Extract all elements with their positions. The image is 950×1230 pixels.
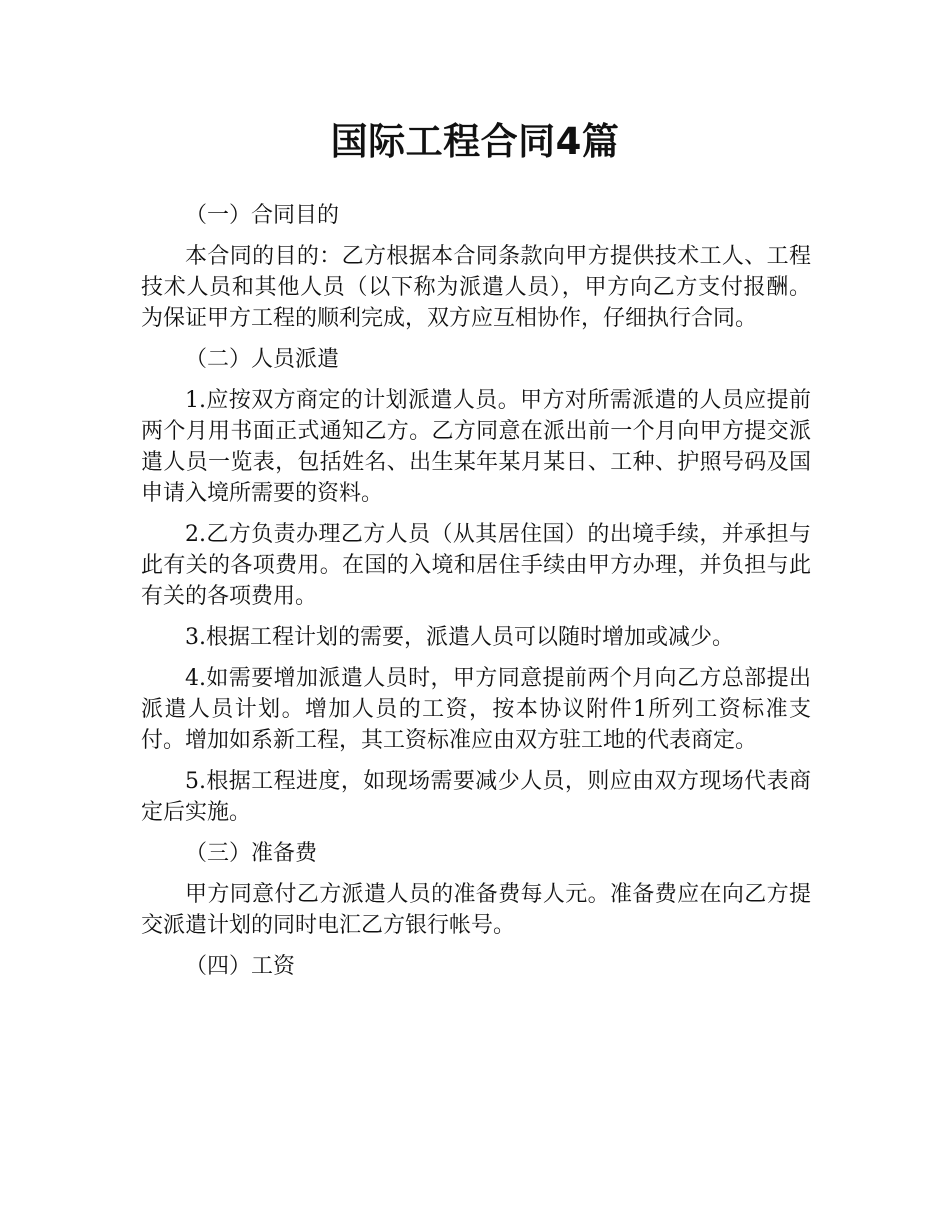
paragraph-dispatch-4: 4.如需要增加派遣人员时，甲方同意提前两个月向乙方总部提出派遣人员计划。增加人员的工资，按本协议附件1所列工资标准支付。增加如系新工程，其工资标准应由双方驻工地的代表商定。 <box>141 666 811 753</box>
paragraph-dispatch-3: 3.根据工程计划的需要，派遣人员可以随时增加或减少。 <box>185 625 734 650</box>
paragraph-purpose: 本合同的目的：乙方根据本合同条款向甲方提供技术工人、工程技术人员和其他人员（以下称为派遣人员），甲方向乙方支付报酬。为保证甲方工程的顺利完成，双方应互相协作，仔细执行合同。 <box>141 244 811 331</box>
section-heading-purpose: （一）合同目的 <box>185 203 340 228</box>
paragraph-dispatch-2: 2.乙方负责办理乙方人员（从其居住国）的出境手续，并承担与此有关的各项费用。在国的入境和居住手续由甲方办理，并负担与此有关的各项费用。 <box>141 522 811 609</box>
section-heading-preparation-fee: （三）准备费 <box>185 841 318 866</box>
section-heading-dispatch: （二）人员派遣 <box>185 347 340 372</box>
paragraph-dispatch-5: 5.根据工程进度，如现场需要减少人员，则应由双方现场代表商定后实施。 <box>141 769 811 825</box>
paragraph-preparation-fee: 甲方同意付乙方派遣人员的准备费每人元。准备费应在向乙方提交派遣计划的同时电汇乙方银行帐号。 <box>141 882 811 938</box>
document-body <box>141 200 811 992</box>
paragraph-dispatch-1: 1.应按双方商定的计划派遣人员。甲方对所需派遣的人员应提前两个月用书面正式通知乙方。乙方同意在派出前一个月向甲方提交派遣人员一览表，包括姓名、出生某年某月某日、工种、护照号码及国申请入境所需要的资料。 <box>141 388 811 506</box>
section-heading-wages: （四）工资 <box>185 954 296 979</box>
document-title: 国际工程合同4篇 <box>330 120 620 163</box>
